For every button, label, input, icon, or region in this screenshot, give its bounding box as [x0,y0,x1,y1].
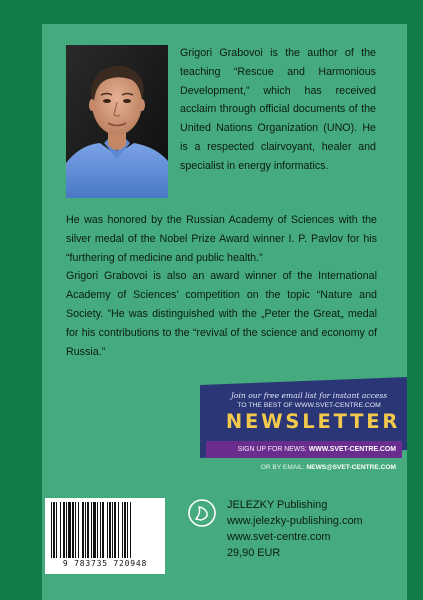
barcode-digits: 9 783735 720948 [62,559,148,568]
bio-paragraph-1 [180,44,376,176]
bio-text-2: He was honored by the Russian Academy of Sciences with the silver medal of the Nobel Prize Award winner I. P. Pavlov for his “furthering of medicine and public health.” [66,214,377,264]
publisher-info [227,497,363,561]
newsletter-subtagline: TO THE BEST OF WWW.SVET-CENTRE.COM [237,402,381,409]
barcode-bar [63,502,65,558]
barcode-bar [53,502,55,558]
barcode-bar [130,502,131,558]
barcode-bar [56,502,57,558]
signup-label: SIGN UP FOR NEWS: [237,446,307,453]
barcode-bar [72,502,74,558]
newsletter-email-line [208,461,402,475]
isbn-barcode [45,498,165,574]
barcode-bar [112,502,113,558]
barcode-bar [109,502,111,558]
publisher-website[interactable]: www.jelezky-publishing.com [227,515,363,527]
price: 29,90 EUR [227,547,281,559]
email-address[interactable]: NEWS@SVET-CENTRE.COM [306,464,396,471]
newsletter-tagline: Join our free email list for instant access [230,391,388,400]
barcode-bar [60,502,61,558]
bio-paragraphs [66,211,377,361]
barcode-bar [122,502,123,558]
publisher-logo-icon [187,498,217,528]
barcode-bar [127,502,128,558]
newsletter-banner [200,385,407,478]
barcode-bar [93,502,96,558]
barcode-bar [82,502,84,558]
barcode-bar [68,502,71,558]
barcode-bar [100,502,101,558]
barcode-bar [107,502,108,558]
barcode-bar [51,502,52,558]
svet-centre-website[interactable]: www.svet-centre.com [227,531,331,543]
barcode-bar [102,502,104,558]
barcode-bar [114,502,116,558]
barcode-bar [85,502,86,558]
barcode-bar [91,502,92,558]
barcode-bar [97,502,98,558]
barcode-bar [75,502,76,558]
barcode-bar [66,502,67,558]
email-label: OR BY EMAIL: [260,464,305,471]
newsletter-signup-bar [206,441,402,458]
barcode-bar [87,502,89,558]
publisher-name: JELEZKY Publishing [227,499,328,511]
author-photo [66,45,168,198]
barcode-bars [45,498,165,560]
barcode-bar [124,502,126,558]
barcode-bar [118,502,119,558]
signup-url[interactable]: WWW.SVET-CENTRE.COM [308,446,396,453]
bio-text-3: Grigori Grabovoi is also an award winner of the International Academy of Sciences’ competition on the topic “Nature and Society. ”He was distinguished with the „Peter the Great„ medal for his contributions to the “revival of the science and economy of Russia.” [66,270,377,358]
barcode-bar [78,502,79,558]
bio-text-1: Grigori Grabovoi is the author of the teaching “Rescue and Harmonious Development,” which has received acclaim through official documents of the United Nations Organization (UNO). He is a respected clairvoyant, healer and specialist in energy informatics. [180,47,376,172]
newsletter-title: NEWSLETTER [225,410,401,433]
